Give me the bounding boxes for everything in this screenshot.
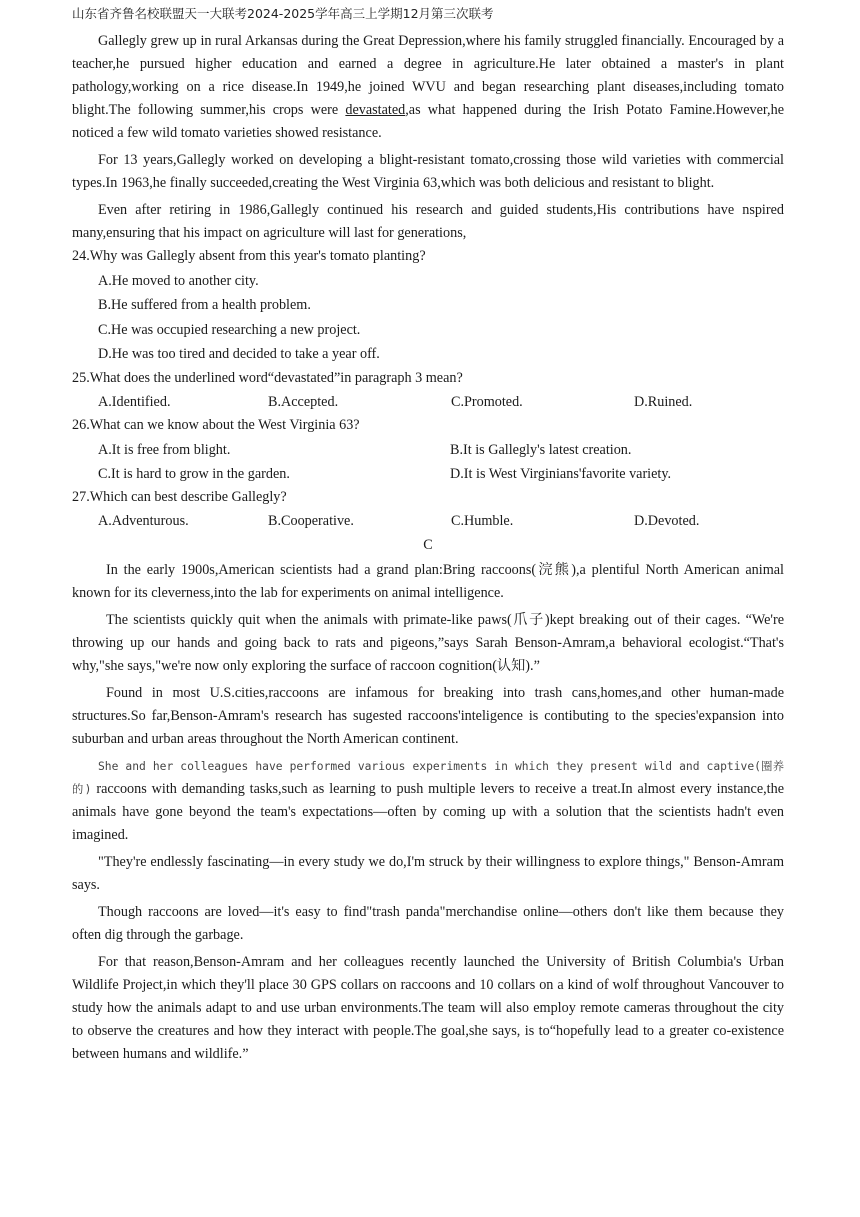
option-b: B.It is Gallegly's latest creation. — [450, 441, 632, 458]
passage-c-paragraph-6: Though raccoons are loved—it's easy to find"trash panda"merchandise online—others don't like them because they often dig through the garbage. — [72, 904, 784, 943]
passage-b-paragraph-3: Even after retiring in 1986,Gallegly continued his research and guided students,His contributions have nspired many,ensuring that his impact on agriculture will last for generations, — [72, 202, 784, 241]
exam-header: 山东省齐鲁名校联盟天一大联考2024-2025学年高三上学期12月第三次联考 — [72, 6, 494, 21]
underlined-word: devastated — [345, 102, 406, 118]
options-row — [72, 509, 784, 533]
question-stem: 26.What can we know about the West Virginia 63? — [72, 417, 360, 433]
passage-c-paragraph-1: In the early 1900s,American scientists had a grand plan:Bring raccoons(浣熊),a plentiful North American animal known for its cleverness,into the lab for experiments on animal intelligence. — [72, 562, 784, 601]
paragraph-text-mono: She and her colleagues have performed various experiments in which they present wild and captive(圈养的) — [72, 760, 784, 796]
passage-b-paragraph-1 — [72, 30, 784, 145]
passage-c-paragraph-2: The scientists quickly quit when the animals with primate-like paws(爪子)kept breaking out of their cages. “We're throwing up our hands and going back to rats and pigeons,”says Sarah Benson-Amram,a behavioral ecologist.“That's why,"she says,"we're now only exploring the surface of raccoon cognition(认知).” — [72, 612, 784, 674]
options-row-2 — [72, 462, 784, 486]
passage-c-paragraph-3: Found in most U.S.cities,raccoons are infamous for breaking into trash cans,homes,and other human-made structures.So far,Benson-Amram's research has sugested raccoons'inteligence is contibuting to the species'expansion into suburban and urban areas throughout the North American continent. — [72, 685, 784, 747]
option-a: A.Adventurous. — [98, 513, 189, 529]
option-a: A.It is free from blight. — [98, 441, 231, 458]
question-26 — [72, 414, 784, 486]
passage-c-paragraph-4 — [72, 755, 784, 847]
passage-b-paragraph-2: For 13 years,Gallegly worked on developing a blight-resistant tomato,crossing those wild varieties with commercial types.In 1963,he finally succeeded,creating the West Virginia 63,which was both delicious and resistant to blight. — [72, 152, 784, 191]
option-c: C.Promoted. — [451, 394, 523, 410]
options-row — [72, 390, 784, 414]
question-27 — [72, 486, 784, 534]
options-row-1 — [72, 438, 784, 462]
option-d: D.Devoted. — [634, 513, 700, 529]
question-stem: 24.Why was Gallegly absent from this year's tomato planting? — [72, 248, 426, 264]
exam-page-content — [72, 30, 784, 1070]
passage-c-paragraph-5: "They're endlessly fascinating—in every study we do,I'm struck by their willingness to explore things," Benson-Amram says. — [72, 854, 784, 893]
paragraph-text: Gallegly grew up in rural Arkansas during the Great Depression,where his family struggled financially. Encouraged by a teacher,he pursued higher education and earned a degree in agriculture.He later obtained a master's in plant pathology,working on a rice disease.In 1949,he joined WVU and began researching plant diseases,including tomato blight.The following summer,his crops were — [72, 33, 784, 118]
question-24 — [72, 245, 784, 367]
paragraph-text: ,as what happened during the Irish Potato Famine.However,he noticed a few wild tomato varieties showed resistance. — [72, 102, 784, 141]
option-a: A.He moved to another city. — [98, 272, 259, 289]
options-list — [72, 269, 784, 367]
option-b: B.Cooperative. — [268, 513, 354, 529]
question-25 — [72, 367, 784, 415]
option-d: D.He was too tired and decided to take a year off. — [98, 346, 380, 362]
option-b: B.Accepted. — [268, 394, 339, 410]
paragraph-text: raccoons with demanding tasks,such as learning to push multiple levers to receive a treat.In almost every instance,the animals have gone beyond the team's expectations—often by coming up with a solution that the scientists hadn't even imagined. — [72, 781, 784, 843]
option-c: C.He was occupied researching a new project. — [98, 321, 361, 338]
option-a: A.Identified. — [98, 394, 171, 410]
question-stem: 27.Which can best describe Gallegly? — [72, 488, 287, 505]
option-d: D.It is West Virginians'favorite variety. — [450, 465, 672, 482]
option-c: C.Humble. — [451, 513, 514, 529]
question-stem: 25.What does the underlined word“devastated”in paragraph 3 mean? — [72, 369, 463, 386]
passage-c-paragraph-7: For that reason,Benson-Amram and her colleagues recently launched the University of British Columbia's Urban Wildlife Project,in which they'll place 30 GPS collars on raccoons and 10 collars on a kind of wolf throughout Vancouver to study how the animals adapt to and use urban environments.The team will also employ remote cameras throughout the city to observe the creatures and how they interact with people.The goal,she says, is to“hopefully lead to a greater co-existence between humans and wildlife.” — [72, 954, 784, 1062]
option-b: B.He suffered from a health problem. — [98, 297, 311, 313]
option-c: C.It is hard to grow in the garden. — [98, 465, 290, 482]
section-heading-c: C — [423, 537, 433, 553]
option-d: D.Ruined. — [634, 394, 693, 410]
